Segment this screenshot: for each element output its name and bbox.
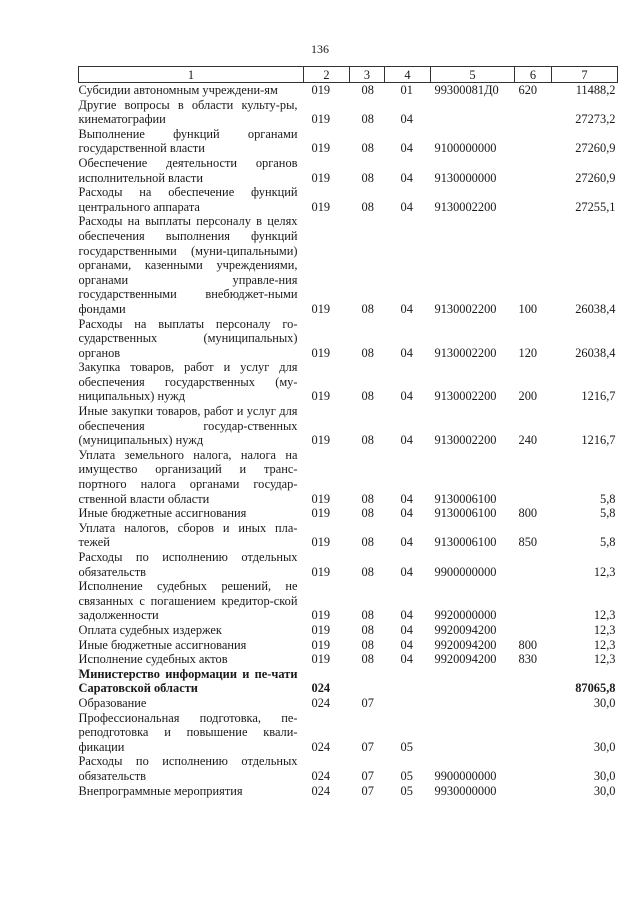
row-name-cell: Оплата судебных издержек: [78, 622, 222, 637]
row-code-subsection: 05: [400, 739, 413, 754]
row-code-target: 9130002200: [434, 345, 497, 360]
row-code-section: 08: [361, 506, 374, 521]
row-code-subsection: 04: [400, 389, 413, 404]
row-code-target: 9930000000: [434, 783, 497, 798]
table-row: [79, 652, 618, 667]
row-code-section: 08: [361, 564, 374, 579]
row-code-expense-type: 100: [518, 301, 538, 316]
row-code-subsection: 05: [400, 768, 413, 783]
row-code-expense-type: [515, 185, 552, 214]
table-row: [79, 579, 618, 623]
row-code-target: 9130000000: [434, 170, 497, 185]
row-amount: 26038,4: [575, 345, 616, 360]
row-code-section: 08: [361, 141, 374, 156]
row-code-section: 08: [361, 83, 374, 97]
row-code-subsection: 04: [400, 170, 413, 185]
row-amount: 27255,1: [575, 199, 616, 214]
row-code-expense-type: [515, 156, 552, 185]
row-code-target: 9130002200: [434, 389, 497, 404]
row-code-section: 08: [361, 301, 374, 316]
row-code-ministry: 019: [311, 170, 331, 185]
row-amount: 12,3: [593, 652, 616, 667]
row-name-cell: Расходы на выплаты персоналу в целях обеспечения выполнения функций государственными (муни-ципальными) органами, казенными учреждениями, органами управле-ния государственными внебюджет-ными фондами: [78, 214, 298, 316]
row-code-expense-type: 120: [518, 345, 538, 360]
header-col-3: 3: [350, 67, 385, 83]
table-row: [79, 696, 618, 711]
row-code-section: 08: [361, 389, 374, 404]
header-col-1: 1: [79, 67, 304, 83]
row-code-subsection: 04: [400, 345, 413, 360]
row-amount: 12,3: [593, 622, 616, 637]
row-code-section: 08: [361, 652, 374, 667]
row-code-target: 9900000000: [434, 564, 497, 579]
table-row: [79, 404, 618, 448]
row-code-ministry: 019: [311, 345, 331, 360]
row-code-subsection: 04: [400, 652, 413, 667]
row-code-expense-type: [515, 623, 552, 638]
row-code-expense-type: [515, 754, 552, 783]
table-row: [79, 83, 618, 98]
table-row: [79, 638, 618, 653]
row-code-section: 08: [361, 637, 374, 652]
row-name-cell: Другие вопросы в области культу-ры, кинематографии: [78, 97, 298, 127]
row-code-subsection: 05: [400, 783, 413, 798]
row-amount: 27273,2: [575, 112, 616, 127]
row-amount: 5,8: [600, 491, 616, 506]
row-code-ministry: 024: [311, 783, 331, 798]
row-code-section: 08: [361, 535, 374, 550]
row-code-target: [431, 711, 515, 755]
row-code-ministry: 019: [311, 141, 331, 156]
row-code-ministry: 019: [311, 389, 331, 404]
row-code-target: [431, 696, 515, 711]
row-code-target: 9920094200: [434, 622, 497, 637]
row-code-expense-type: [515, 579, 552, 623]
row-code-subsection: 04: [400, 622, 413, 637]
row-code-expense-type: 800: [518, 506, 538, 521]
row-code-expense-type: [515, 667, 552, 696]
row-code-expense-type: [515, 711, 552, 755]
row-amount: 5,8: [600, 535, 616, 550]
row-code-subsection: 04: [400, 433, 413, 448]
row-code-section: 08: [361, 345, 374, 360]
row-code-ministry: 019: [311, 83, 331, 97]
row-code-expense-type: 800: [518, 637, 538, 652]
header-col-4: 4: [385, 67, 431, 83]
row-amount: 1216,7: [581, 433, 616, 448]
row-code-target: 9130002200: [434, 301, 497, 316]
table-row: [79, 506, 618, 521]
row-code-subsection: 04: [400, 301, 413, 316]
row-amount: 12,3: [593, 608, 616, 623]
row-code-target: 9130006100: [434, 506, 497, 521]
row-name-cell: Иные бюджетные ассигнования: [78, 637, 247, 652]
table-row: [79, 711, 618, 755]
row-name-cell: Уплата земельного налога, налога на имущество организаций и транс-портного налога органами государ-ственной власти области: [78, 447, 298, 506]
row-code-expense-type: [515, 127, 552, 156]
row-amount: 12,3: [593, 637, 616, 652]
row-code-subsection: 04: [400, 535, 413, 550]
header-col-6: 6: [515, 67, 552, 83]
row-code-target: 9130002200: [434, 199, 497, 214]
row-amount: 30,0: [593, 768, 616, 783]
row-code-ministry: 019: [311, 506, 331, 521]
row-code-section: 08: [361, 199, 374, 214]
row-code-section: [350, 667, 385, 696]
row-amount: 5,8: [600, 506, 616, 521]
row-amount: 27260,9: [575, 170, 616, 185]
row-code-ministry: 019: [311, 433, 331, 448]
row-code-target: 9130006100: [434, 535, 497, 550]
table-row: [79, 214, 618, 316]
row-code-target: 99300081Д0: [434, 83, 499, 97]
row-code-ministry: 019: [311, 608, 331, 623]
row-code-target: 9100000000: [434, 141, 497, 156]
row-code-target: 9900000000: [434, 768, 497, 783]
row-code-section: 07: [361, 783, 374, 798]
table-row: [79, 754, 618, 783]
row-code-expense-type: 830: [518, 652, 538, 667]
row-name-cell: Расходы на выплаты персоналу го-сударственных (муниципальных) органов: [78, 316, 298, 360]
row-amount: 12,3: [593, 564, 616, 579]
row-code-subsection: [385, 696, 431, 711]
row-code-ministry: 019: [311, 652, 331, 667]
row-name-cell: Иные закупки товаров, работ и услуг для обеспечения государ-ственных (муниципальных) нужд: [78, 404, 298, 448]
table-row: [79, 667, 618, 696]
table-row: [79, 550, 618, 579]
row-code-ministry: 019: [311, 637, 331, 652]
row-name-cell: Министерство информации и пе-чати Саратовской области: [78, 666, 298, 696]
row-code-subsection: 04: [400, 608, 413, 623]
row-amount: 87065,8: [575, 681, 616, 696]
row-name-cell: Расходы по исполнению отдельных обязательств: [78, 550, 298, 579]
row-code-section: 07: [361, 768, 374, 783]
row-code-section: 08: [361, 622, 374, 637]
row-code-target: [431, 98, 515, 127]
row-name-cell: Профессиональная подготовка, пе-реподготовка и повышение квали-фикации: [78, 710, 298, 754]
row-code-expense-type: [515, 448, 552, 506]
row-code-section: 07: [361, 695, 374, 710]
table-body: [79, 83, 618, 799]
row-code-ministry: 019: [311, 622, 331, 637]
row-code-target: [431, 667, 515, 696]
table-row: [79, 360, 618, 404]
table-row: [79, 448, 618, 506]
row-code-section: 08: [361, 433, 374, 448]
row-name-cell: Закупка товаров, работ и услуг для обеспечения государственных (му-ниципальных) нужд: [78, 360, 298, 404]
row-code-ministry: 024: [311, 695, 331, 710]
row-name-cell: Расходы по исполнению отдельных обязательств: [78, 754, 298, 783]
row-code-ministry: 019: [311, 491, 331, 506]
row-code-ministry: 019: [311, 199, 331, 214]
row-code-ministry: 019: [311, 112, 331, 127]
row-name-cell: Образование: [78, 695, 147, 710]
row-code-section: 08: [361, 608, 374, 623]
row-amount: 11488,2: [575, 83, 616, 97]
row-code-subsection: 04: [400, 112, 413, 127]
row-name-cell: Иные бюджетные ассигнования: [78, 506, 247, 521]
row-code-target: 9920094200: [434, 637, 497, 652]
row-code-subsection: 01: [400, 83, 413, 97]
budget-table: [78, 66, 618, 798]
row-code-section: 07: [361, 739, 374, 754]
row-code-section: 08: [361, 112, 374, 127]
table-row: [79, 623, 618, 638]
row-name-cell: Расходы на обеспечение функций центрального аппарата: [78, 185, 298, 214]
header-col-5: 5: [431, 67, 515, 83]
row-code-ministry: 019: [311, 535, 331, 550]
row-name-cell: Внепрограммные мероприятия: [78, 783, 243, 798]
header-col-7: 7: [552, 67, 618, 83]
row-name-cell: Обеспечение деятельности органов исполнительной власти: [78, 155, 298, 185]
table-row: [79, 127, 618, 156]
row-code-subsection: 04: [400, 637, 413, 652]
row-code-expense-type: 200: [518, 389, 538, 404]
row-code-expense-type: 620: [518, 83, 538, 97]
row-code-ministry: 019: [311, 301, 331, 316]
row-code-ministry: 024: [311, 768, 331, 783]
row-name-cell: Исполнение судебных актов: [78, 652, 228, 667]
row-amount: 30,0: [593, 739, 616, 754]
row-code-ministry: 024: [311, 739, 331, 754]
row-code-subsection: 04: [400, 199, 413, 214]
row-code-section: 08: [361, 170, 374, 185]
row-code-expense-type: 240: [518, 433, 538, 448]
row-name-cell: Выполнение функций органами государственной власти: [78, 126, 298, 156]
table-row: [79, 317, 618, 361]
row-code-expense-type: 850: [518, 535, 538, 550]
row-name-cell: Субсидии автономным учреждени-ям: [78, 83, 278, 97]
row-amount: 30,0: [593, 695, 616, 710]
table-row: [79, 185, 618, 214]
row-code-expense-type: [515, 98, 552, 127]
row-code-expense-type: [515, 550, 552, 579]
row-code-target: 9920000000: [434, 608, 497, 623]
row-code-expense-type: [515, 696, 552, 711]
table-header: [79, 67, 618, 83]
table-row: [79, 521, 618, 550]
row-code-subsection: 04: [400, 564, 413, 579]
row-code-target: 9130006100: [434, 491, 497, 506]
row-code-ministry: 024: [311, 681, 331, 696]
row-amount: 26038,4: [575, 301, 616, 316]
page-number: 136: [311, 42, 329, 56]
row-code-subsection: 04: [400, 506, 413, 521]
row-amount: 27260,9: [575, 141, 616, 156]
row-amount: 1216,7: [581, 389, 616, 404]
row-name-cell: Исполнение судебных решений, не связанных с погашением кредитор-ской задолженности: [78, 579, 298, 623]
row-code-subsection: [385, 667, 431, 696]
table-row: [79, 784, 618, 799]
row-code-target: 9130002200: [434, 433, 497, 448]
row-code-expense-type: [515, 784, 552, 799]
row-name-cell: Уплата налогов, сборов и иных пла-тежей: [78, 520, 298, 550]
row-code-subsection: 04: [400, 141, 413, 156]
table-row: [79, 156, 618, 185]
row-amount: 30,0: [593, 783, 616, 798]
table-row: [79, 98, 618, 127]
row-code-subsection: 04: [400, 491, 413, 506]
row-code-ministry: 019: [311, 564, 331, 579]
header-col-2: 2: [304, 67, 350, 83]
row-code-target: 9920094200: [434, 652, 497, 667]
row-code-section: 08: [361, 491, 374, 506]
